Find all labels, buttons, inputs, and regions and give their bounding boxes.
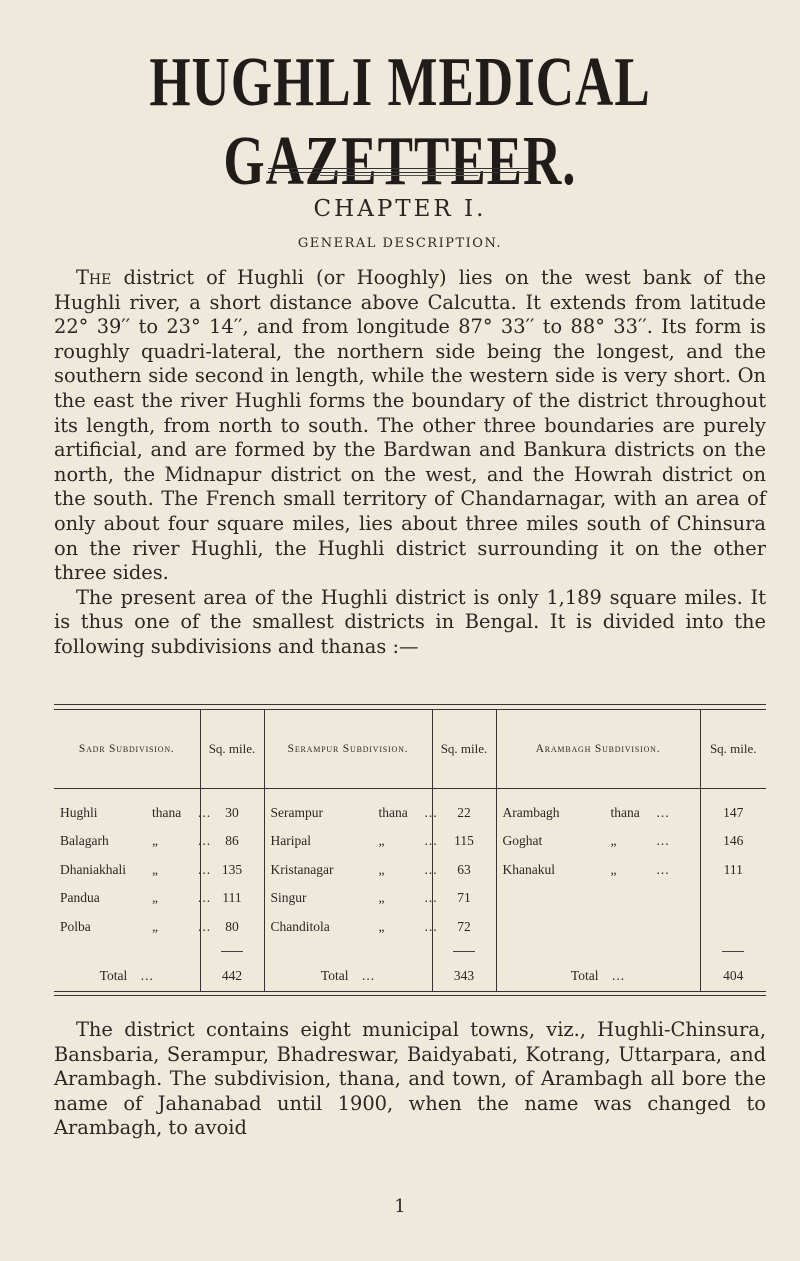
thana-name: Balagarh — [60, 833, 109, 849]
sum-dash — [221, 951, 243, 952]
header-serampur: Serampur Subdivision. — [264, 710, 432, 789]
total-label: Total — [99, 968, 128, 983]
leader-dots: ... — [656, 805, 670, 820]
table-bottom-rule — [54, 991, 766, 996]
leader-dots: ... — [424, 805, 438, 820]
thana-suffix: „ — [378, 890, 385, 906]
area-value: 147 — [700, 789, 766, 828]
leader-dots: ... — [198, 918, 212, 934]
table-row — [54, 913, 766, 942]
table-header-row — [54, 710, 766, 789]
thana-suffix: thana — [152, 805, 182, 820]
thana-name: Polba — [60, 918, 91, 934]
area-value: 63 — [432, 856, 496, 885]
leader-dots: ... — [198, 833, 212, 849]
paragraph-lead-word: The — [76, 266, 112, 289]
thana-suffix: thana — [378, 805, 408, 820]
thana-name: Pandua — [60, 890, 100, 906]
total-serampur: 343 — [432, 961, 496, 991]
leader-dots: ... — [361, 968, 376, 983]
table-row — [54, 884, 766, 913]
thana-name: Dhaniakhali — [60, 861, 126, 877]
leader-dots: ... — [656, 861, 670, 877]
table-row — [54, 856, 766, 885]
thana-suffix: „ — [378, 833, 385, 849]
thana-name: Singur — [270, 890, 307, 906]
title-rule — [268, 168, 530, 173]
empty-cell — [496, 884, 700, 913]
thana-name: Arambagh — [502, 805, 560, 820]
thana-suffix: „ — [152, 918, 158, 934]
leader-dots: ... — [611, 968, 626, 983]
thana-name: Kristanagar — [270, 861, 334, 877]
thana-suffix: „ — [378, 861, 385, 877]
leader-dots: ... — [140, 968, 154, 983]
total-sadr: 442 — [200, 961, 264, 991]
area-value: 135 — [200, 856, 264, 885]
paragraph-area: The present area of the Hughli district is only 1,189 square miles. It is thus one of the smallest districts in Bengal. It is divided into the following subdivisions and thanas :— — [54, 585, 766, 658]
area-value: 111 — [700, 856, 766, 885]
total-arambagh: 404 — [700, 961, 766, 991]
empty-cell — [496, 913, 700, 942]
area-value: 111 — [200, 884, 264, 913]
subdivision-table — [54, 704, 766, 996]
area-value: 146 — [700, 827, 766, 856]
paragraph-intro-text: district of Hughli (or Hooghly) lies on the west bank of the Hughli river, a short distance above Calcutta. It extends from latitude 22° 39′′ to 23° 14′′, and from longitude 87° 33′′ to 88° 33′′. Its form is roughly quadri-lateral, the northern side being the longest, and the southern side second in length, while the western side is very short. On the east the river Hughli forms the boundary of the district throughout its length, from north to south. The other three boundaries are purely artificial, and are formed by the Bardwan and Bankura districts on the north, the Midnapur district on the west, and the Howrah district on the south. The French small territory of Chandarnagar, with an area of only about four square miles, lies about three miles south of Chinsura on the river Hughli, the Hughli district surrounding it on the other three sides. — [54, 266, 766, 585]
table-row — [54, 789, 766, 828]
thana-suffix: „ — [152, 861, 158, 877]
area-value: 80 — [200, 913, 264, 942]
area-value: 72 — [432, 913, 496, 942]
leader-dots: ... — [198, 890, 212, 906]
thana-name: Hughli — [60, 805, 98, 820]
total-label: Total — [570, 968, 599, 983]
section-subtitle: GENERAL DESCRIPTION. — [297, 236, 503, 251]
sum-rule-row — [54, 941, 766, 961]
header-sq-mile: Sq. mile. — [700, 710, 766, 789]
table-row — [54, 827, 766, 856]
header-sq-mile: Sq. mile. — [200, 710, 264, 789]
header-arambagh: Arambagh Subdivision. — [496, 710, 700, 789]
thana-suffix: „ — [152, 833, 158, 849]
empty-cell — [700, 884, 766, 913]
area-value: 71 — [432, 884, 496, 913]
thana-suffix: „ — [152, 890, 158, 906]
leader-dots: ... — [198, 805, 212, 820]
thana-name: Khanakul — [502, 861, 555, 877]
sum-dash — [453, 951, 475, 952]
leader-dots: ... — [424, 861, 438, 877]
area-value: 86 — [200, 827, 264, 856]
area-value: 30 — [200, 789, 264, 828]
leader-dots: ... — [424, 918, 438, 934]
header-sadr: Sadr Subdivision. — [54, 710, 200, 789]
page-number: 1 — [394, 1196, 406, 1217]
title-rule-thin — [320, 175, 478, 176]
gazette-title: HUGHLI MEDICAL GAZETTEER. — [149, 44, 651, 200]
thana-suffix: thana — [610, 805, 640, 820]
thana-suffix: „ — [610, 833, 617, 849]
leader-dots: ... — [424, 833, 438, 849]
sum-dash — [722, 951, 744, 952]
empty-cell — [700, 913, 766, 942]
thana-name: Chanditola — [270, 918, 330, 934]
thana-name: Serampur — [270, 805, 323, 820]
header-sq-mile: Sq. mile. — [432, 710, 496, 789]
total-row — [54, 961, 766, 991]
thana-suffix: „ — [378, 918, 385, 934]
leader-dots: ... — [424, 890, 438, 906]
thana-name: Goghat — [502, 833, 543, 849]
chapter-heading: CHAPTER I. — [313, 196, 487, 222]
thana-suffix: „ — [610, 861, 617, 877]
leader-dots: ... — [198, 861, 212, 877]
total-label: Total — [320, 968, 349, 983]
leader-dots: ... — [656, 833, 670, 849]
thana-name: Haripal — [270, 833, 311, 849]
area-value: 115 — [432, 827, 496, 856]
paragraph-towns: The district contains eight municipal towns, viz., Hughli-Chinsura, Bansbaria, Serampur, Bhadreswar, Baidyabati, Kotrang, Uttarpara, and Arambagh. The subdivision, thana, and town, of Arambagh all bore the name of Jahanabad until 1900, when the name was changed to Arambagh, to avoid — [54, 1018, 766, 1140]
paragraph-intro — [54, 266, 766, 660]
area-value: 22 — [432, 789, 496, 828]
